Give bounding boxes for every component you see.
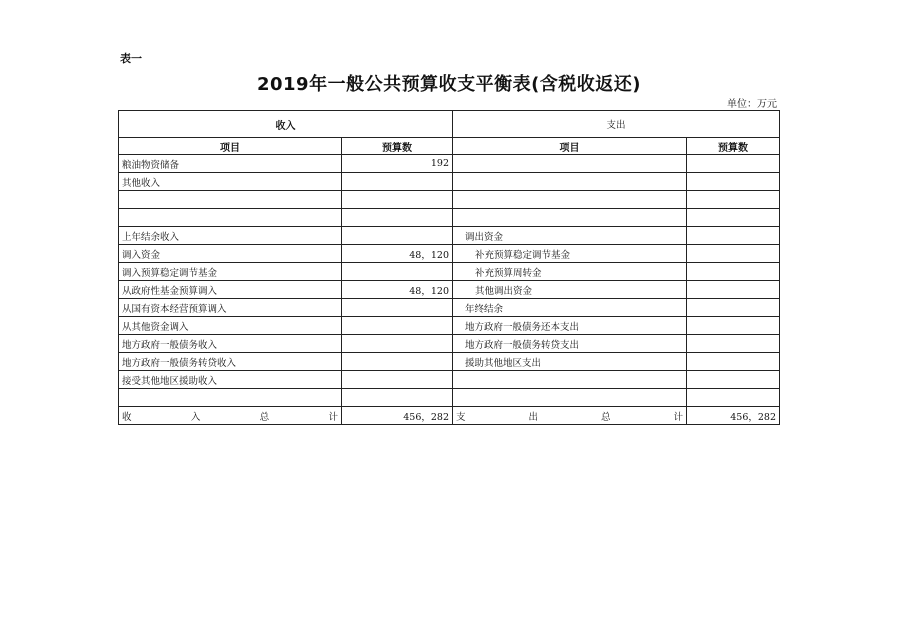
expense-total-char: 计: [673, 411, 683, 423]
expense-value-cell: [687, 317, 780, 335]
income-value-cell: [342, 173, 453, 191]
expense-item-cell: 其他调出资金: [453, 281, 687, 299]
table-row: [119, 353, 780, 371]
income-budget-header: 预算数: [342, 138, 453, 155]
income-item-cell: 从其他资金调入: [119, 317, 342, 335]
income-value-cell: 48，120: [342, 245, 453, 263]
expense-item-cell: [453, 155, 687, 173]
expense-item-cell: 调出资金: [453, 227, 687, 245]
income-value-cell: [342, 227, 453, 245]
table-row: [119, 335, 780, 353]
income-value-cell: [342, 317, 453, 335]
income-item-cell: 地方政府一般债务转贷收入: [119, 353, 342, 371]
income-total-value: 456，282: [342, 407, 453, 425]
expense-item-cell: [453, 173, 687, 191]
table-row: [119, 155, 780, 173]
income-item-cell: 调入资金: [119, 245, 342, 263]
expense-item-cell: 年终结余: [453, 299, 687, 317]
income-item-cell: 粮油物资储备: [119, 155, 342, 173]
table-row: [119, 173, 780, 191]
expense-item-cell: [453, 209, 687, 227]
expense-value-cell: [687, 299, 780, 317]
table-row: [119, 263, 780, 281]
income-item-header: 项目: [119, 138, 342, 155]
income-item-cell: 其他收入: [119, 173, 342, 191]
income-item-cell: 从国有资本经营预算调入: [119, 299, 342, 317]
table-row: [119, 209, 780, 227]
table-row: [119, 245, 780, 263]
section-header-row: [119, 111, 780, 138]
expense-item-cell: [453, 389, 687, 407]
income-total-char: 总: [259, 411, 270, 423]
budget-table: [118, 110, 780, 425]
expense-value-cell: [687, 263, 780, 281]
income-total-char: 入: [190, 411, 201, 423]
expense-total-label: [453, 407, 687, 425]
table-row: [119, 371, 780, 389]
expense-value-cell: [687, 371, 780, 389]
income-item-cell: 上年结余收入: [119, 227, 342, 245]
expense-item-cell: 援助其他地区支出: [453, 353, 687, 371]
income-total-char: 收: [122, 411, 132, 423]
expense-total-char: 支: [456, 411, 466, 423]
unit-label: 单位：万元: [727, 99, 777, 110]
income-section-header: 收入: [119, 111, 453, 138]
expense-item-header: 项目: [453, 138, 687, 155]
table-row: [119, 299, 780, 317]
income-value-cell: [342, 263, 453, 281]
income-item-cell: 接受其他地区援助收入: [119, 371, 342, 389]
income-item-cell: 地方政府一般债务收入: [119, 335, 342, 353]
expense-section-header: 支出: [453, 111, 780, 138]
expense-value-cell: [687, 209, 780, 227]
column-header-row: [119, 138, 780, 155]
income-value-cell: [342, 353, 453, 371]
table-row: [119, 227, 780, 245]
income-value-cell: [342, 209, 453, 227]
expense-item-cell: [453, 371, 687, 389]
expense-value-cell: [687, 155, 780, 173]
income-value-cell: [342, 371, 453, 389]
income-value-cell: 192: [342, 155, 453, 173]
income-value-cell: [342, 389, 453, 407]
expense-value-cell: [687, 191, 780, 209]
income-item-cell: [119, 191, 342, 209]
income-item-cell: [119, 209, 342, 227]
expense-total-char: 总: [600, 411, 611, 423]
income-item-cell: 从政府性基金预算调入: [119, 281, 342, 299]
sheet-label: 表一: [120, 52, 142, 65]
table-row: [119, 317, 780, 335]
income-total-char: 计: [328, 411, 338, 423]
expense-item-cell: 补充预算稳定调节基金: [453, 245, 687, 263]
expense-value-cell: [687, 335, 780, 353]
table-row: [119, 191, 780, 209]
expense-value-cell: [687, 281, 780, 299]
income-item-cell: [119, 389, 342, 407]
expense-value-cell: [687, 245, 780, 263]
expense-value-cell: [687, 227, 780, 245]
expense-item-cell: 地方政府一般债务转贷支出: [453, 335, 687, 353]
income-value-cell: [342, 335, 453, 353]
income-value-cell: [342, 299, 453, 317]
table-row: [119, 389, 780, 407]
expense-value-cell: [687, 173, 780, 191]
income-value-cell: [342, 191, 453, 209]
expense-total-char: 出: [528, 411, 538, 423]
expense-item-cell: 地方政府一般债务还本支出: [453, 317, 687, 335]
expense-budget-header: 预算数: [687, 138, 780, 155]
expense-value-cell: [687, 353, 780, 371]
table-row: [119, 281, 780, 299]
income-value-cell: 48，120: [342, 281, 453, 299]
expense-item-cell: 补充预算周转金: [453, 263, 687, 281]
expense-total-value: 456，282: [687, 407, 780, 425]
totals-row: [119, 407, 780, 425]
income-item-cell: 调入预算稳定调节基金: [119, 263, 342, 281]
document-title: 2019年一般公共预算收支平衡表(含税收返还): [256, 74, 642, 95]
expense-item-cell: [453, 191, 687, 209]
expense-value-cell: [687, 389, 780, 407]
income-total-label: [119, 407, 342, 425]
